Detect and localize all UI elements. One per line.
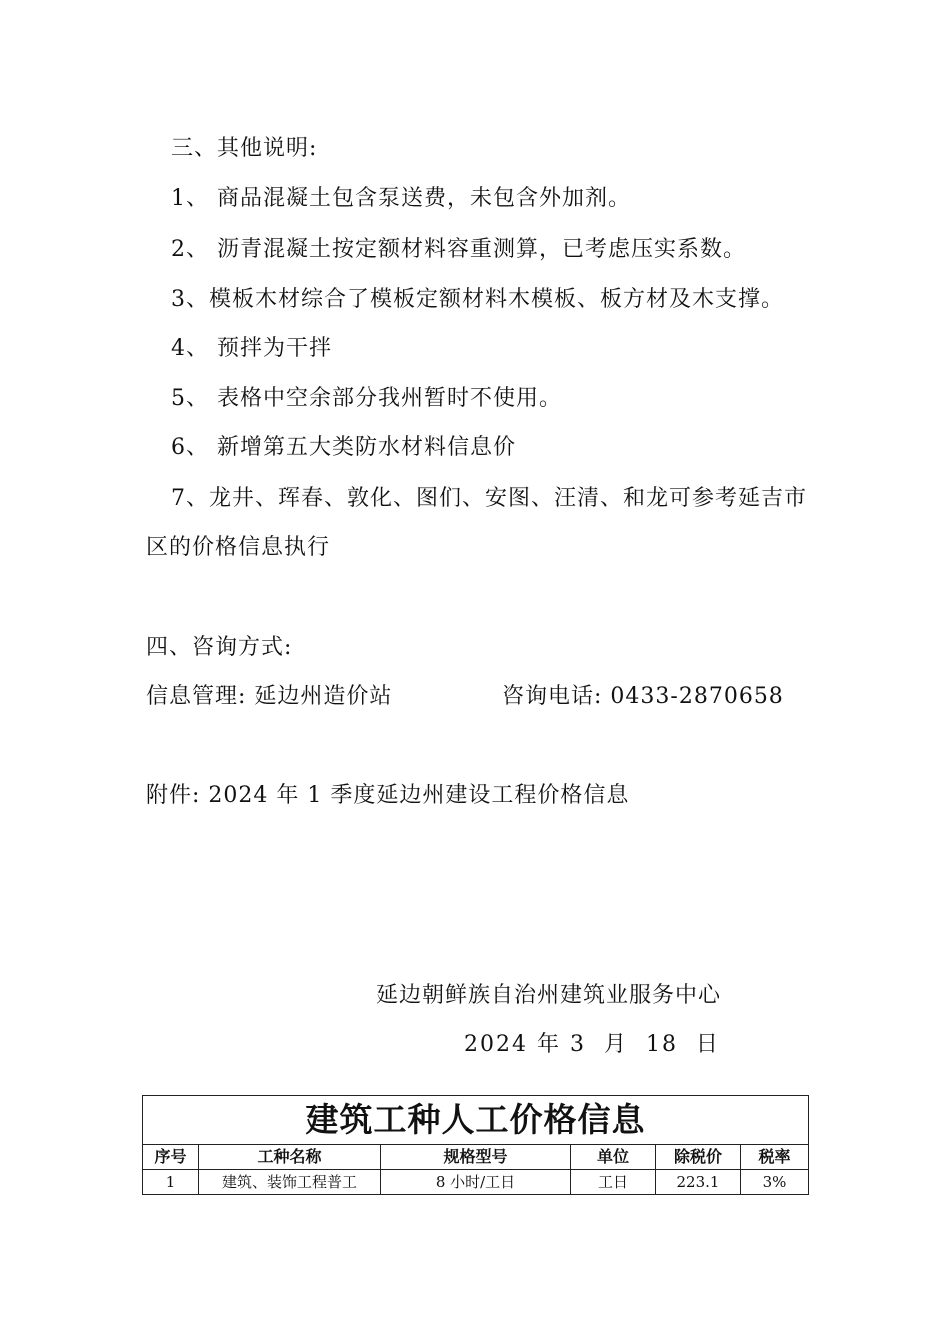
col-header-price: 除税价 [656, 1145, 741, 1170]
cell-tax: 3% [741, 1170, 809, 1195]
table-header-row [143, 1145, 809, 1170]
cell-index: 1 [143, 1170, 199, 1195]
col-header-tax: 税率 [741, 1145, 809, 1170]
note-item-5: 5、 表格中空余部分我州暂时不使用。 [171, 386, 562, 411]
note-item-7: 7、龙井、珲春、敦化、图们、安图、汪清、和龙可参考延吉市 [171, 486, 807, 511]
contact-manager: 信息管理: 延边州造价站 [146, 684, 393, 709]
cell-spec: 8 小时/工日 [381, 1170, 571, 1195]
cell-trade: 建筑、装饰工程普工 [199, 1170, 381, 1195]
table-title: 建筑工种人工价格信息 [143, 1096, 809, 1145]
note-item-6: 6、 新增第五大类防水材料信息价 [171, 435, 516, 460]
col-header-spec: 规格型号 [381, 1145, 571, 1170]
table-row [143, 1170, 809, 1195]
signature-date: 2024 年 3 月 18 日 [464, 1032, 720, 1057]
contact-heading: 四、咨询方式: [146, 635, 293, 660]
col-header-trade: 工种名称 [199, 1145, 381, 1170]
notes-heading: 三、其他说明: [171, 136, 318, 161]
signature-org: 延边朝鲜族自治州建筑业服务中心 [376, 983, 722, 1008]
contact-phone: 咨询电话: 0433-2870658 [502, 684, 784, 709]
note-item-1: 1、 商品混凝土包含泵送费，未包含外加剂。 [171, 186, 631, 211]
col-header-unit: 单位 [571, 1145, 656, 1170]
cell-unit: 工日 [571, 1170, 656, 1195]
note-item-4: 4、 预拌为干拌 [171, 336, 332, 361]
note-item-3: 3、模板木材综合了模板定额材料木模板、板方材及木支撑。 [171, 287, 784, 312]
attachment-note: 附件: 2024 年 1 季度延边州建设工程价格信息 [146, 783, 630, 808]
note-item-7-continued: 区的价格信息执行 [146, 535, 331, 560]
labor-price-table [142, 1095, 809, 1195]
cell-price: 223.1 [656, 1170, 741, 1195]
note-item-2: 2、 沥青混凝土按定额材料容重测算，已考虑压实系数。 [171, 237, 746, 262]
col-header-index: 序号 [143, 1145, 199, 1170]
